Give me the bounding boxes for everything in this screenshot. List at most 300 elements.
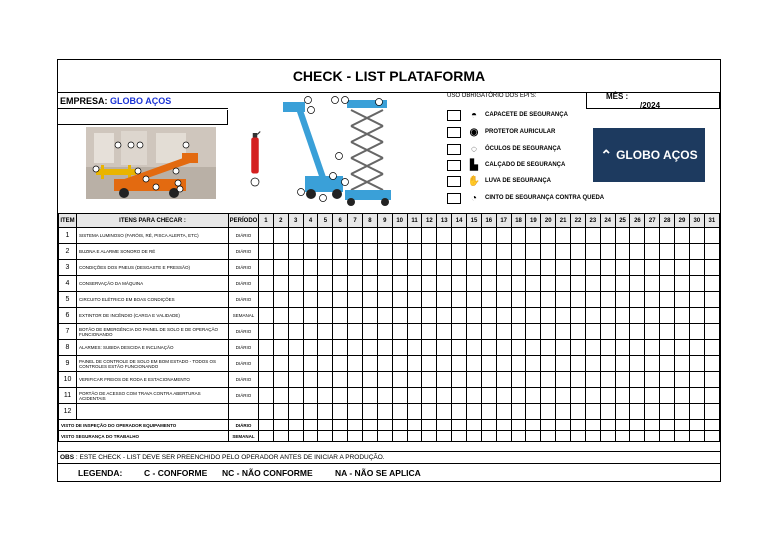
day-cell[interactable]: [496, 356, 511, 372]
day-cell[interactable]: [422, 404, 437, 420]
day-cell[interactable]: [689, 340, 704, 356]
day-cell[interactable]: [452, 324, 467, 340]
day-cell[interactable]: [392, 431, 407, 442]
day-cell[interactable]: [467, 308, 482, 324]
day-cell[interactable]: [704, 244, 719, 260]
day-cell[interactable]: [407, 431, 422, 442]
day-cell[interactable]: [526, 420, 541, 431]
day-cell[interactable]: [511, 420, 526, 431]
day-cell[interactable]: [288, 388, 303, 404]
day-cell[interactable]: [259, 244, 274, 260]
day-cell[interactable]: [496, 308, 511, 324]
day-cell[interactable]: [422, 276, 437, 292]
day-cell[interactable]: [273, 228, 288, 244]
day-cell[interactable]: [422, 420, 437, 431]
day-cell[interactable]: [511, 340, 526, 356]
day-cell[interactable]: [377, 228, 392, 244]
day-cell[interactable]: [496, 340, 511, 356]
day-cell[interactable]: [511, 228, 526, 244]
day-cell[interactable]: [615, 324, 630, 340]
day-cell[interactable]: [318, 292, 333, 308]
day-cell[interactable]: [377, 276, 392, 292]
day-cell[interactable]: [571, 431, 586, 442]
day-cell[interactable]: [348, 431, 363, 442]
day-cell[interactable]: [452, 308, 467, 324]
day-cell[interactable]: [689, 308, 704, 324]
day-cell[interactable]: [348, 260, 363, 276]
day-cell[interactable]: [333, 308, 348, 324]
day-cell[interactable]: [541, 356, 556, 372]
day-cell[interactable]: [675, 340, 690, 356]
day-cell[interactable]: [377, 324, 392, 340]
day-cell[interactable]: [630, 340, 645, 356]
day-cell[interactable]: [704, 276, 719, 292]
day-cell[interactable]: [541, 244, 556, 260]
day-cell[interactable]: [363, 276, 378, 292]
day-cell[interactable]: [511, 244, 526, 260]
day-cell[interactable]: [273, 372, 288, 388]
day-cell[interactable]: [392, 324, 407, 340]
day-cell[interactable]: [615, 420, 630, 431]
day-cell[interactable]: [467, 372, 482, 388]
day-cell[interactable]: [333, 260, 348, 276]
day-cell[interactable]: [363, 388, 378, 404]
day-cell[interactable]: [556, 276, 571, 292]
day-cell[interactable]: [600, 292, 615, 308]
day-cell[interactable]: [660, 244, 675, 260]
day-cell[interactable]: [496, 404, 511, 420]
day-cell[interactable]: [467, 356, 482, 372]
day-cell[interactable]: [467, 340, 482, 356]
day-cell[interactable]: [363, 404, 378, 420]
day-cell[interactable]: [407, 260, 422, 276]
day-cell[interactable]: [452, 292, 467, 308]
day-cell[interactable]: [452, 260, 467, 276]
day-cell[interactable]: [259, 388, 274, 404]
day-cell[interactable]: [704, 324, 719, 340]
day-cell[interactable]: [571, 404, 586, 420]
day-cell[interactable]: [437, 356, 452, 372]
day-cell[interactable]: [585, 372, 600, 388]
day-cell[interactable]: [585, 388, 600, 404]
day-cell[interactable]: [422, 324, 437, 340]
day-cell[interactable]: [363, 372, 378, 388]
day-cell[interactable]: [467, 292, 482, 308]
day-cell[interactable]: [437, 340, 452, 356]
day-cell[interactable]: [689, 324, 704, 340]
day-cell[interactable]: [511, 372, 526, 388]
day-cell[interactable]: [615, 276, 630, 292]
day-cell[interactable]: [392, 244, 407, 260]
day-cell[interactable]: [422, 431, 437, 442]
day-cell[interactable]: [288, 356, 303, 372]
day-cell[interactable]: [377, 356, 392, 372]
day-cell[interactable]: [556, 404, 571, 420]
day-cell[interactable]: [377, 260, 392, 276]
day-cell[interactable]: [392, 340, 407, 356]
day-cell[interactable]: [496, 420, 511, 431]
day-cell[interactable]: [273, 356, 288, 372]
day-cell[interactable]: [288, 404, 303, 420]
day-cell[interactable]: [259, 228, 274, 244]
day-cell[interactable]: [704, 404, 719, 420]
day-cell[interactable]: [630, 276, 645, 292]
day-cell[interactable]: [675, 431, 690, 442]
day-cell[interactable]: [259, 308, 274, 324]
day-cell[interactable]: [467, 260, 482, 276]
day-cell[interactable]: [660, 372, 675, 388]
day-cell[interactable]: [333, 404, 348, 420]
day-cell[interactable]: [273, 404, 288, 420]
day-cell[interactable]: [407, 324, 422, 340]
day-cell[interactable]: [511, 292, 526, 308]
day-cell[interactable]: [377, 308, 392, 324]
day-cell[interactable]: [645, 356, 660, 372]
day-cell[interactable]: [348, 292, 363, 308]
day-cell[interactable]: [526, 324, 541, 340]
day-cell[interactable]: [407, 404, 422, 420]
day-cell[interactable]: [377, 388, 392, 404]
day-cell[interactable]: [556, 372, 571, 388]
day-cell[interactable]: [615, 431, 630, 442]
day-cell[interactable]: [392, 276, 407, 292]
day-cell[interactable]: [630, 388, 645, 404]
day-cell[interactable]: [630, 228, 645, 244]
day-cell[interactable]: [600, 404, 615, 420]
day-cell[interactable]: [541, 388, 556, 404]
day-cell[interactable]: [363, 308, 378, 324]
day-cell[interactable]: [481, 260, 496, 276]
day-cell[interactable]: [496, 244, 511, 260]
day-cell[interactable]: [481, 388, 496, 404]
day-cell[interactable]: [259, 372, 274, 388]
day-cell[interactable]: [348, 420, 363, 431]
day-cell[interactable]: [496, 260, 511, 276]
day-cell[interactable]: [452, 420, 467, 431]
day-cell[interactable]: [303, 420, 318, 431]
company-extra-field[interactable]: [58, 110, 228, 125]
day-cell[interactable]: [600, 324, 615, 340]
day-cell[interactable]: [452, 276, 467, 292]
day-cell[interactable]: [541, 340, 556, 356]
day-cell[interactable]: [259, 324, 274, 340]
day-cell[interactable]: [467, 431, 482, 442]
day-cell[interactable]: [615, 372, 630, 388]
day-cell[interactable]: [392, 308, 407, 324]
day-cell[interactable]: [496, 372, 511, 388]
day-cell[interactable]: [615, 260, 630, 276]
day-cell[interactable]: [318, 431, 333, 442]
day-cell[interactable]: [467, 228, 482, 244]
day-cell[interactable]: [704, 308, 719, 324]
day-cell[interactable]: [704, 388, 719, 404]
day-cell[interactable]: [407, 340, 422, 356]
day-cell[interactable]: [437, 388, 452, 404]
day-cell[interactable]: [318, 276, 333, 292]
day-cell[interactable]: [333, 292, 348, 308]
day-cell[interactable]: [259, 404, 274, 420]
day-cell[interactable]: [377, 431, 392, 442]
day-cell[interactable]: [392, 372, 407, 388]
day-cell[interactable]: [333, 228, 348, 244]
day-cell[interactable]: [437, 292, 452, 308]
day-cell[interactable]: [303, 388, 318, 404]
day-cell[interactable]: [467, 324, 482, 340]
day-cell[interactable]: [422, 356, 437, 372]
day-cell[interactable]: [541, 420, 556, 431]
day-cell[interactable]: [511, 308, 526, 324]
day-cell[interactable]: [422, 308, 437, 324]
day-cell[interactable]: [452, 228, 467, 244]
day-cell[interactable]: [481, 292, 496, 308]
day-cell[interactable]: [318, 404, 333, 420]
day-cell[interactable]: [585, 260, 600, 276]
day-cell[interactable]: [645, 404, 660, 420]
epi-checkbox[interactable]: [447, 110, 461, 121]
day-cell[interactable]: [333, 244, 348, 260]
day-cell[interactable]: [615, 244, 630, 260]
day-cell[interactable]: [333, 324, 348, 340]
day-cell[interactable]: [303, 260, 318, 276]
day-cell[interactable]: [481, 431, 496, 442]
day-cell[interactable]: [615, 292, 630, 308]
day-cell[interactable]: [407, 228, 422, 244]
day-cell[interactable]: [437, 372, 452, 388]
day-cell[interactable]: [348, 356, 363, 372]
day-cell[interactable]: [288, 324, 303, 340]
day-cell[interactable]: [467, 420, 482, 431]
day-cell[interactable]: [407, 244, 422, 260]
day-cell[interactable]: [675, 356, 690, 372]
day-cell[interactable]: [660, 324, 675, 340]
day-cell[interactable]: [452, 431, 467, 442]
day-cell[interactable]: [496, 388, 511, 404]
day-cell[interactable]: [541, 276, 556, 292]
day-cell[interactable]: [526, 228, 541, 244]
day-cell[interactable]: [363, 228, 378, 244]
day-cell[interactable]: [571, 372, 586, 388]
day-cell[interactable]: [496, 276, 511, 292]
day-cell[interactable]: [437, 431, 452, 442]
day-cell[interactable]: [630, 372, 645, 388]
day-cell[interactable]: [689, 356, 704, 372]
day-cell[interactable]: [467, 276, 482, 292]
day-cell[interactable]: [689, 228, 704, 244]
day-cell[interactable]: [318, 420, 333, 431]
day-cell[interactable]: [675, 324, 690, 340]
day-cell[interactable]: [363, 292, 378, 308]
day-cell[interactable]: [600, 308, 615, 324]
day-cell[interactable]: [660, 228, 675, 244]
day-cell[interactable]: [273, 388, 288, 404]
day-cell[interactable]: [585, 420, 600, 431]
day-cell[interactable]: [704, 420, 719, 431]
day-cell[interactable]: [556, 260, 571, 276]
day-cell[interactable]: [645, 228, 660, 244]
day-cell[interactable]: [273, 276, 288, 292]
day-cell[interactable]: [259, 292, 274, 308]
day-cell[interactable]: [571, 356, 586, 372]
day-cell[interactable]: [600, 431, 615, 442]
day-cell[interactable]: [571, 420, 586, 431]
day-cell[interactable]: [511, 356, 526, 372]
day-cell[interactable]: [585, 276, 600, 292]
day-cell[interactable]: [675, 292, 690, 308]
day-cell[interactable]: [377, 404, 392, 420]
day-cell[interactable]: [273, 244, 288, 260]
day-cell[interactable]: [333, 340, 348, 356]
day-cell[interactable]: [556, 324, 571, 340]
day-cell[interactable]: [689, 244, 704, 260]
day-cell[interactable]: [437, 276, 452, 292]
day-cell[interactable]: [452, 404, 467, 420]
day-cell[interactable]: [526, 340, 541, 356]
day-cell[interactable]: [363, 260, 378, 276]
day-cell[interactable]: [481, 420, 496, 431]
day-cell[interactable]: [630, 431, 645, 442]
day-cell[interactable]: [422, 340, 437, 356]
day-cell[interactable]: [615, 388, 630, 404]
day-cell[interactable]: [556, 388, 571, 404]
day-cell[interactable]: [585, 324, 600, 340]
day-cell[interactable]: [318, 356, 333, 372]
day-cell[interactable]: [288, 276, 303, 292]
day-cell[interactable]: [571, 388, 586, 404]
day-cell[interactable]: [585, 356, 600, 372]
day-cell[interactable]: [333, 388, 348, 404]
day-cell[interactable]: [600, 388, 615, 404]
day-cell[interactable]: [481, 244, 496, 260]
day-cell[interactable]: [273, 420, 288, 431]
day-cell[interactable]: [363, 324, 378, 340]
day-cell[interactable]: [392, 404, 407, 420]
epi-checkbox[interactable]: [447, 176, 461, 187]
day-cell[interactable]: [437, 260, 452, 276]
day-cell[interactable]: [630, 260, 645, 276]
day-cell[interactable]: [348, 308, 363, 324]
day-cell[interactable]: [481, 372, 496, 388]
day-cell[interactable]: [348, 228, 363, 244]
day-cell[interactable]: [496, 292, 511, 308]
day-cell[interactable]: [288, 228, 303, 244]
day-cell[interactable]: [407, 356, 422, 372]
day-cell[interactable]: [422, 388, 437, 404]
day-cell[interactable]: [452, 388, 467, 404]
day-cell[interactable]: [273, 340, 288, 356]
day-cell[interactable]: [303, 244, 318, 260]
day-cell[interactable]: [452, 244, 467, 260]
day-cell[interactable]: [660, 276, 675, 292]
day-cell[interactable]: [437, 308, 452, 324]
day-cell[interactable]: [600, 356, 615, 372]
day-cell[interactable]: [273, 260, 288, 276]
day-cell[interactable]: [481, 404, 496, 420]
day-cell[interactable]: [704, 260, 719, 276]
day-cell[interactable]: [511, 388, 526, 404]
day-cell[interactable]: [556, 308, 571, 324]
day-cell[interactable]: [585, 404, 600, 420]
day-cell[interactable]: [556, 340, 571, 356]
epi-checkbox[interactable]: [447, 160, 461, 171]
day-cell[interactable]: [585, 308, 600, 324]
day-cell[interactable]: [511, 404, 526, 420]
day-cell[interactable]: [675, 388, 690, 404]
day-cell[interactable]: [481, 324, 496, 340]
day-cell[interactable]: [630, 244, 645, 260]
day-cell[interactable]: [615, 228, 630, 244]
day-cell[interactable]: [377, 372, 392, 388]
day-cell[interactable]: [704, 340, 719, 356]
day-cell[interactable]: [556, 228, 571, 244]
day-cell[interactable]: [600, 340, 615, 356]
day-cell[interactable]: [303, 324, 318, 340]
day-cell[interactable]: [630, 420, 645, 431]
day-cell[interactable]: [333, 276, 348, 292]
day-cell[interactable]: [333, 372, 348, 388]
day-cell[interactable]: [259, 431, 274, 442]
day-cell[interactable]: [660, 420, 675, 431]
day-cell[interactable]: [318, 260, 333, 276]
day-cell[interactable]: [318, 340, 333, 356]
day-cell[interactable]: [689, 276, 704, 292]
day-cell[interactable]: [660, 340, 675, 356]
day-cell[interactable]: [556, 431, 571, 442]
day-cell[interactable]: [392, 388, 407, 404]
day-cell[interactable]: [645, 372, 660, 388]
day-cell[interactable]: [645, 292, 660, 308]
day-cell[interactable]: [407, 276, 422, 292]
day-cell[interactable]: [377, 340, 392, 356]
day-cell[interactable]: [526, 404, 541, 420]
day-cell[interactable]: [556, 244, 571, 260]
day-cell[interactable]: [556, 356, 571, 372]
day-cell[interactable]: [526, 244, 541, 260]
day-cell[interactable]: [645, 431, 660, 442]
day-cell[interactable]: [675, 228, 690, 244]
day-cell[interactable]: [333, 356, 348, 372]
day-cell[interactable]: [288, 260, 303, 276]
day-cell[interactable]: [541, 308, 556, 324]
day-cell[interactable]: [259, 340, 274, 356]
day-cell[interactable]: [615, 356, 630, 372]
day-cell[interactable]: [689, 260, 704, 276]
day-cell[interactable]: [526, 276, 541, 292]
day-cell[interactable]: [689, 292, 704, 308]
day-cell[interactable]: [600, 420, 615, 431]
day-cell[interactable]: [303, 292, 318, 308]
day-cell[interactable]: [273, 324, 288, 340]
day-cell[interactable]: [437, 404, 452, 420]
day-cell[interactable]: [526, 308, 541, 324]
day-cell[interactable]: [303, 404, 318, 420]
day-cell[interactable]: [467, 404, 482, 420]
day-cell[interactable]: [348, 340, 363, 356]
day-cell[interactable]: [704, 372, 719, 388]
day-cell[interactable]: [571, 324, 586, 340]
day-cell[interactable]: [407, 372, 422, 388]
day-cell[interactable]: [496, 431, 511, 442]
day-cell[interactable]: [422, 372, 437, 388]
day-cell[interactable]: [422, 228, 437, 244]
day-cell[interactable]: [689, 431, 704, 442]
day-cell[interactable]: [511, 431, 526, 442]
day-cell[interactable]: [526, 431, 541, 442]
day-cell[interactable]: [259, 276, 274, 292]
day-cell[interactable]: [318, 308, 333, 324]
day-cell[interactable]: [392, 292, 407, 308]
day-cell[interactable]: [526, 292, 541, 308]
day-cell[interactable]: [259, 260, 274, 276]
